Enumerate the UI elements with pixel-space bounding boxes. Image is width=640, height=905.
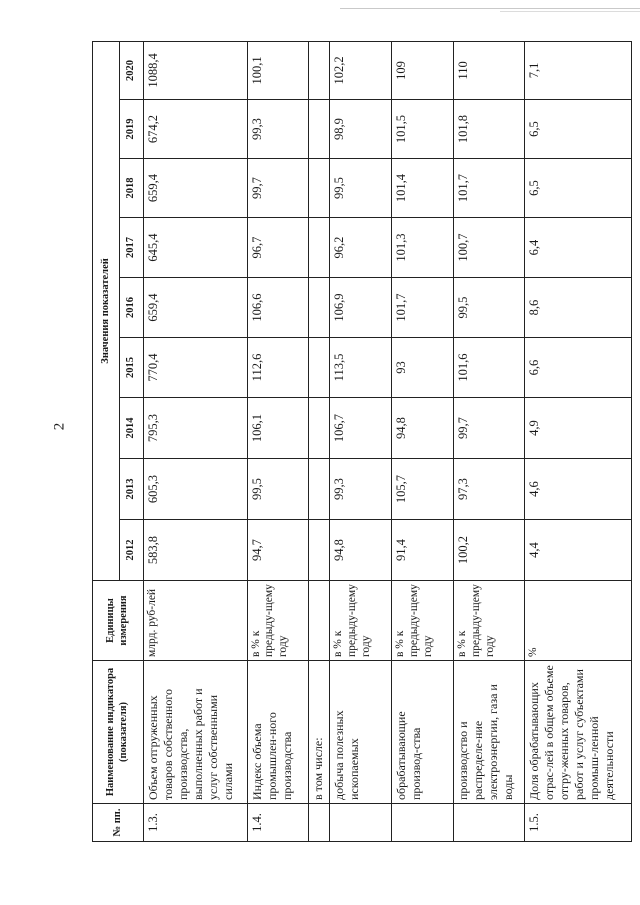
value-cell: 106,9 [330,278,392,338]
row-indicator-name: в том числе: [308,661,330,804]
row-indicator-name: обрабатывающие производ-ства [392,661,454,804]
table-row [392,41,454,841]
header-values: Значения показателей [93,41,120,580]
table-row [525,41,632,841]
value-cell: 6,5 [525,100,632,159]
row-indicator-name: Доля обрабатывающих отрас-лей в общем объеме отгру-женных товаров, работ и услуг субъектами промыш-ленной деятельности [525,661,632,804]
header-number: № пп. [93,804,144,842]
row-unit: в % к предыду-щему году [330,581,392,661]
value-cell [308,218,330,278]
value-cell: 113,5 [330,338,392,398]
page-number: 2 [51,422,68,431]
row-unit: в % к предыду-щему году [454,581,525,661]
scan-artifact-line [500,11,640,12]
value-cell [308,338,330,398]
value-cell [308,41,330,99]
value-cell: 99,7 [247,159,308,218]
value-cell: 106,1 [247,398,308,459]
value-cell [308,159,330,218]
table-row [247,41,308,841]
value-cell: 96,2 [330,218,392,278]
value-cell: 112,6 [247,338,308,398]
value-cell: 6,4 [525,218,632,278]
value-cell: 94,8 [392,398,454,459]
year-header: 2019 [120,100,144,159]
value-cell [308,278,330,338]
year-header: 2018 [120,159,144,218]
value-cell: 98,9 [330,100,392,159]
value-cell: 102,2 [330,41,392,99]
table-row [308,41,330,841]
value-cell: 4,4 [525,520,632,581]
table-row [454,41,525,841]
row-indicator-name: Индекс объема промышлен-ного производства [247,661,308,804]
value-cell: 106,6 [247,278,308,338]
value-cell: 93 [392,338,454,398]
value-cell: 6,5 [525,159,632,218]
year-header: 2020 [120,41,144,99]
value-cell: 100,7 [454,218,525,278]
value-cell: 94,7 [247,520,308,581]
value-cell: 101,7 [392,278,454,338]
value-cell: 99,7 [454,398,525,459]
year-header: 2014 [120,398,144,459]
value-cell: 8,6 [525,278,632,338]
year-header: 2017 [120,218,144,278]
table-row [144,41,247,841]
year-header: 2015 [120,338,144,398]
value-cell: 109 [392,41,454,99]
year-header: 2016 [120,278,144,338]
value-cell: 99,5 [330,159,392,218]
row-indicator-name: производство и распределе-ние электроэнергии, газа и воды [454,661,525,804]
value-cell: 99,3 [330,459,392,520]
value-cell: 6,6 [525,338,632,398]
value-cell: 105,7 [392,459,454,520]
value-cell: 674,2 [144,100,247,159]
value-cell: 94,8 [330,520,392,581]
row-number [454,804,525,842]
value-cell: 645,4 [144,218,247,278]
value-cell: 659,4 [144,159,247,218]
value-cell: 97,3 [454,459,525,520]
value-cell: 96,7 [247,218,308,278]
row-unit: млрд. руб-лей [144,581,247,661]
row-number: 1.5. [525,804,632,842]
header-row [93,41,120,841]
value-cell [308,100,330,159]
row-unit: в % к предыду-щему году [392,581,454,661]
value-cell: 4,9 [525,398,632,459]
value-cell: 583,8 [144,520,247,581]
value-cell: 100,1 [247,41,308,99]
scan-artifact-line [340,8,640,9]
value-cell: 4,6 [525,459,632,520]
value-cell: 770,4 [144,338,247,398]
row-unit: % [525,581,632,661]
value-cell [308,520,330,581]
row-indicator-name: добыча полезных ископаемых [330,661,392,804]
header-indicator-name: Наименование индикатора (показателя) [93,661,144,804]
row-number [392,804,454,842]
row-number [308,804,330,842]
value-cell: 101,3 [392,218,454,278]
value-cell: 100,2 [454,520,525,581]
value-cell: 659,4 [144,278,247,338]
rotated-table-container [92,42,632,842]
value-cell: 1088,4 [144,41,247,99]
value-cell [308,398,330,459]
value-cell: 605,3 [144,459,247,520]
value-cell: 110 [454,41,525,99]
row-unit: в % к предыду-щему году [247,581,308,661]
value-cell: 99,5 [454,278,525,338]
row-number: 1.3. [144,804,247,842]
header-unit: Единицы измерения [93,581,144,661]
value-cell [308,459,330,520]
value-cell: 7,1 [525,41,632,99]
value-cell: 101,4 [392,159,454,218]
indicators-table [92,41,632,842]
row-unit [308,581,330,661]
row-number [330,804,392,842]
value-cell: 106,7 [330,398,392,459]
year-header: 2013 [120,459,144,520]
table-row [330,41,392,841]
value-cell: 101,6 [454,338,525,398]
value-cell: 99,3 [247,100,308,159]
value-cell: 99,5 [247,459,308,520]
value-cell: 795,3 [144,398,247,459]
value-cell: 101,5 [392,100,454,159]
row-indicator-name: Объем отгруженных товаров собственного производства, выполненных работ и услуг собственными силами [144,661,247,804]
year-header: 2012 [120,520,144,581]
value-cell: 101,7 [454,159,525,218]
value-cell: 101,8 [454,100,525,159]
value-cell: 91,4 [392,520,454,581]
row-number: 1.4. [247,804,308,842]
